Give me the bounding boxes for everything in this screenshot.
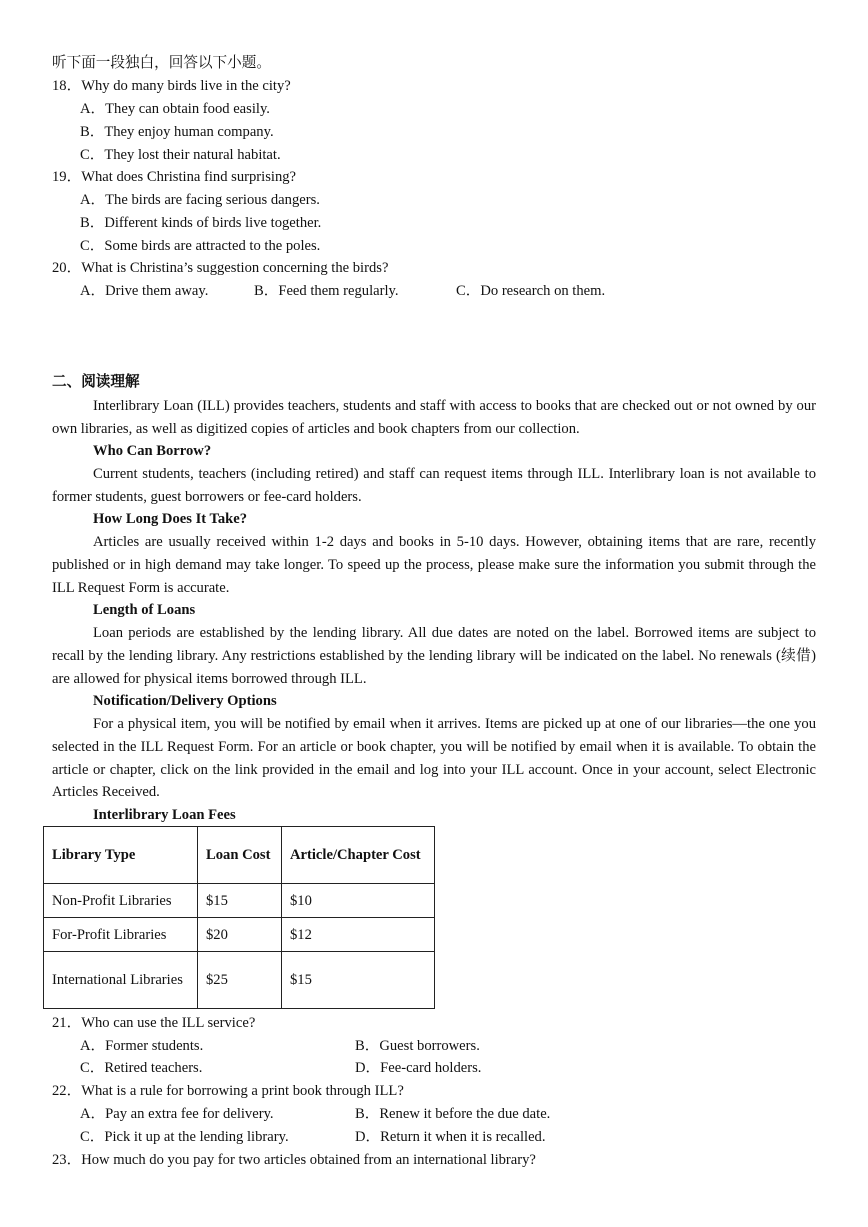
option-text: Pay an extra fee for delivery.	[105, 1106, 274, 1122]
question-number: 18．	[52, 78, 82, 94]
question-number: 22．	[52, 1083, 82, 1099]
table-header: Loan Cost	[198, 827, 282, 884]
question-21	[52, 1013, 255, 1033]
option-letter: A．	[80, 101, 106, 117]
question-19	[52, 167, 296, 187]
table-cell: For-Profit Libraries	[44, 918, 198, 952]
heading-notification: Notification/Delivery Options	[93, 693, 277, 709]
question-number: 20．	[52, 260, 82, 276]
option-text: Feed them regularly.	[278, 283, 399, 299]
question-18	[52, 76, 291, 96]
option-22-b	[355, 1104, 550, 1124]
option-20-c	[456, 281, 605, 301]
question-text: Who can use the ILL service?	[81, 1015, 256, 1031]
intro-text: Interlibrary Loan (ILL) provides teachers, students and staff with access to books that are checked out or not owned by our own libraries, as well as digitized copies of articles and book chapters from our collection.	[52, 398, 816, 437]
option-text: Return it when it is recalled.	[380, 1129, 546, 1145]
option-letter: C．	[80, 1129, 105, 1145]
option-22-d	[355, 1127, 546, 1147]
option-letter: C．	[80, 147, 105, 163]
intro-paragraph	[52, 395, 816, 441]
option-letter: A．	[80, 1038, 106, 1054]
option-18-c	[80, 145, 281, 165]
option-19-a	[80, 190, 320, 210]
option-letter: B．	[355, 1106, 380, 1122]
question-text: Why do many birds live in the city?	[81, 78, 291, 94]
question-text: How much do you pay for two articles obtained from an international library?	[81, 1152, 536, 1168]
option-19-c	[80, 236, 320, 256]
option-letter: C．	[80, 1060, 105, 1076]
table-cell: $10	[282, 884, 435, 918]
question-text: What is a rule for borrowing a print book through ILL?	[81, 1083, 404, 1099]
option-letter: A．	[80, 192, 106, 208]
paragraph-text: Current students, teachers (including retired) and staff can request items through ILL. Interlibrary loan is not available to former students, guest borrowers or fee-card holders.	[52, 466, 816, 505]
option-letter: C．	[80, 238, 105, 254]
option-text: Drive them away.	[105, 283, 209, 299]
table-cell: $15	[198, 884, 282, 918]
option-19-b	[80, 213, 321, 233]
paragraph-text: For a physical item, you will be notified by email when it arrives. Items are picked up at one of our libraries—the one you selected in the ILL Request Form. For an article or book chapter, you will be notified by email when it is available. To obtain the article or chapter, click on the link provided in the email and log into your ILL account. Once in your account, select Electronic Articles Received.	[52, 716, 816, 801]
table-cell: International Libraries	[44, 952, 198, 1009]
option-letter: B．	[254, 283, 279, 299]
question-20	[52, 258, 388, 278]
option-letter: A．	[80, 1106, 106, 1122]
option-text: Fee-card holders.	[380, 1060, 482, 1076]
option-21-c	[80, 1058, 202, 1078]
option-21-d	[355, 1058, 481, 1078]
option-text: Guest borrowers.	[379, 1038, 480, 1054]
option-letter: D．	[355, 1060, 381, 1076]
option-21-b	[355, 1036, 480, 1056]
question-text: What is Christina’s suggestion concerning the birds?	[81, 260, 389, 276]
option-text: Former students.	[105, 1038, 204, 1054]
table-row	[44, 884, 435, 918]
option-letter: B．	[355, 1038, 380, 1054]
question-number: 19．	[52, 169, 82, 185]
question-text: What does Christina find surprising?	[81, 169, 297, 185]
question-23	[52, 1150, 536, 1170]
option-18-a	[80, 99, 270, 119]
paragraph-text: Articles are usually received within 1-2 days and books in 5-10 days. However, obtaining items that are rare, recently published or in high demand may take longer. To speed up the process, please make sure the information you submit through the ILL Request Form is accurate.	[52, 534, 816, 596]
question-22	[52, 1081, 404, 1101]
paragraph-how-long	[52, 531, 816, 599]
option-text: They enjoy human company.	[104, 124, 274, 140]
table-title: Interlibrary Loan Fees	[93, 807, 236, 823]
table-cell: $15	[282, 952, 435, 1009]
option-22-c	[80, 1127, 289, 1147]
option-text: Do research on them.	[480, 283, 606, 299]
section-title: 二、阅读理解	[52, 374, 140, 390]
option-letter: B．	[80, 215, 105, 231]
heading-how-long: How Long Does It Take?	[93, 511, 248, 527]
option-text: Renew it before the due date.	[379, 1106, 551, 1122]
option-letter: A．	[80, 283, 106, 299]
table-header-row	[44, 827, 435, 884]
table-row	[44, 952, 435, 1009]
heading-who-can-borrow: Who Can Borrow?	[93, 443, 212, 459]
option-text: They can obtain food easily.	[105, 101, 270, 117]
table-header: Article/Chapter Cost	[282, 827, 435, 884]
fees-table	[43, 826, 435, 1009]
option-text: They lost their natural habitat.	[104, 147, 281, 163]
option-text: Different kinds of birds live together.	[104, 215, 322, 231]
table-cell: Non-Profit Libraries	[44, 884, 198, 918]
option-letter: B．	[80, 124, 105, 140]
paragraph-text: Loan periods are established by the lending library. All due dates are noted on the label. Borrowed items are subject to recall by the lending library. Any restrictions established by the lending library will be indicated on the label. No renewals (续借) are allowed for physical items borrowed through ILL.	[52, 625, 816, 687]
paragraph-length-of-loans	[52, 622, 816, 690]
table-header: Library Type	[44, 827, 198, 884]
option-letter: D．	[355, 1129, 381, 1145]
question-number: 21．	[52, 1015, 82, 1031]
paragraph-notification	[52, 713, 816, 804]
option-20-a	[80, 281, 208, 301]
option-22-a	[80, 1104, 274, 1124]
table-cell: $12	[282, 918, 435, 952]
option-text: Retired teachers.	[104, 1060, 203, 1076]
option-21-a	[80, 1036, 203, 1056]
paragraph-who-can-borrow	[52, 463, 816, 509]
question-number: 23．	[52, 1152, 82, 1168]
table-cell: $25	[198, 952, 282, 1009]
heading-length-of-loans: Length of Loans	[93, 602, 196, 618]
option-20-b	[254, 281, 399, 301]
option-text: Some birds are attracted to the poles.	[104, 238, 321, 254]
option-letter: C．	[456, 283, 481, 299]
table-cell: $20	[198, 918, 282, 952]
listening-intro: 听下面一段独白，回答以下小题。	[52, 55, 271, 71]
table-row	[44, 918, 435, 952]
option-text: Pick it up at the lending library.	[104, 1129, 289, 1145]
option-18-b	[80, 122, 274, 142]
option-text: The birds are facing serious dangers.	[105, 192, 320, 208]
